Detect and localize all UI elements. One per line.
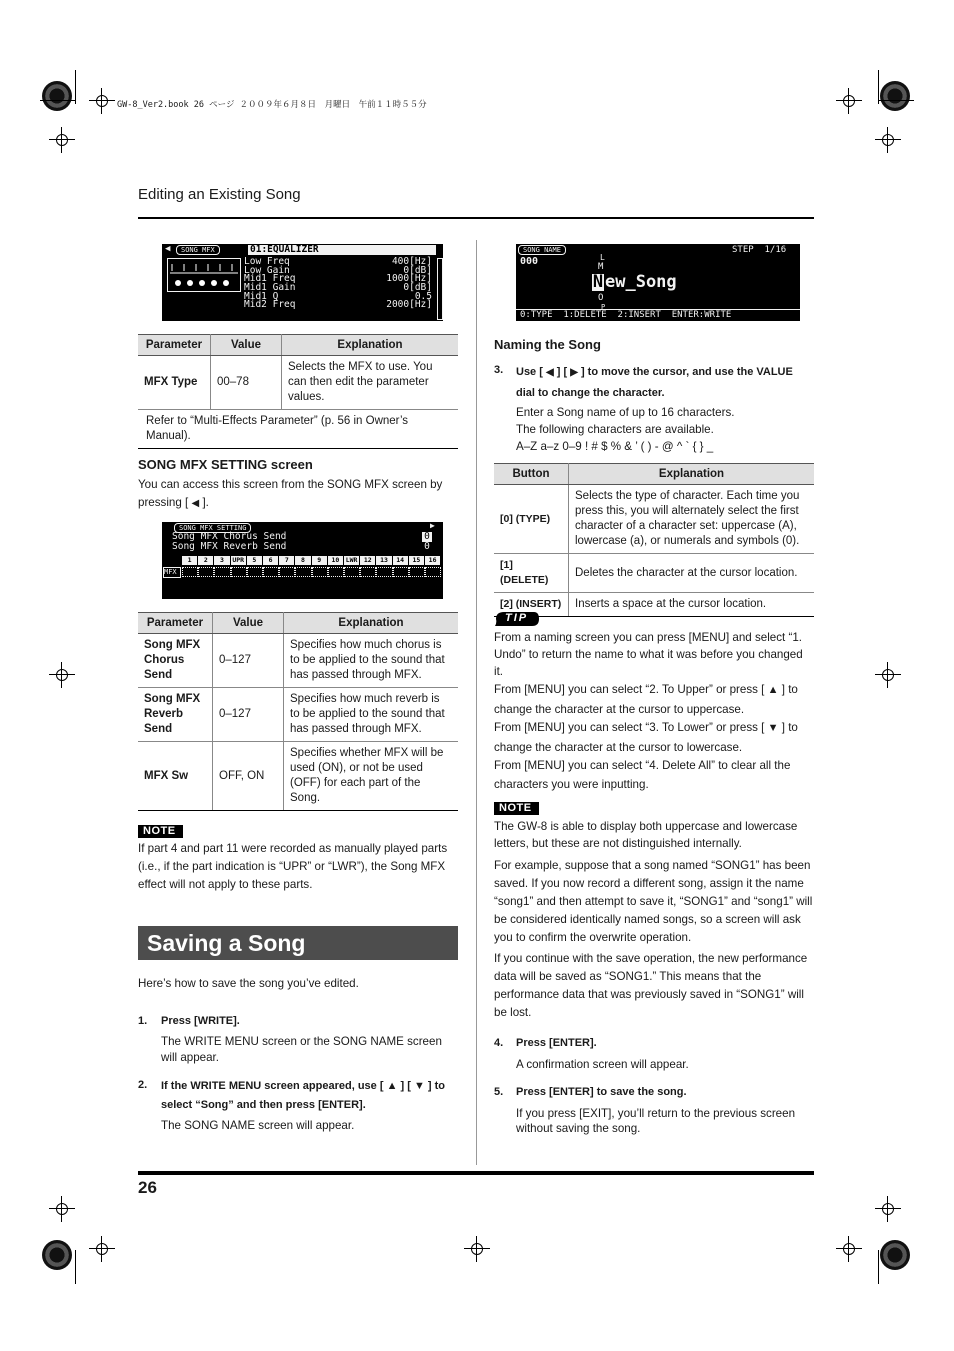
step-text: Press [WRITE].	[161, 1015, 240, 1027]
param-name: MFX Type	[138, 356, 211, 410]
page-number: 26	[138, 1178, 157, 1197]
tip-text-part: From [MENU] you can select “3. To Lower” or press [	[494, 721, 765, 734]
note-badge: NOTE	[138, 825, 183, 838]
step-desc: Enter a Song name of up to 16 characters.	[516, 406, 735, 419]
lcd-param-value: 0[dB]	[403, 282, 432, 294]
lcd-tab: SONG NAME	[518, 245, 566, 255]
note-badge: NOTE	[494, 802, 539, 815]
registration-mark	[880, 81, 910, 111]
lcd-part-cell	[182, 567, 198, 577]
crop-line	[878, 100, 914, 101]
lcd-param-list	[244, 258, 434, 310]
crosshair-mark	[89, 1236, 115, 1262]
param-value: 0–127	[213, 688, 284, 742]
crosshair-mark	[89, 88, 115, 114]
step-text-part: If the WRITE MENU screen appeared, use [	[161, 1080, 384, 1092]
lcd-part-cell	[344, 567, 360, 577]
tip-text	[494, 680, 814, 719]
crosshair-mark	[875, 662, 901, 688]
col-header: Parameter	[138, 613, 213, 634]
step-text-part: Use [	[516, 366, 543, 378]
step-number: 2.	[138, 1079, 148, 1091]
lcd-param-value: 1000[Hz]	[386, 273, 432, 285]
param-value: 0–127	[213, 634, 284, 688]
lcd-footer: 0:TYPE 1:DELETE 2:INSERT ENTER:WRITE	[516, 309, 800, 321]
registration-mark	[880, 1240, 910, 1270]
note-text: The GW-8 is able to display both uppercase and lowercase letters, but these are not distinguished internally.	[494, 820, 798, 850]
col-header: Parameter	[138, 335, 211, 356]
naming-heading: Naming the Song	[494, 337, 601, 352]
step-text	[161, 1077, 451, 1115]
crop-line	[878, 1250, 879, 1284]
lcd-char-below: O	[598, 293, 604, 303]
table-row	[138, 410, 458, 449]
col-header: Value	[211, 335, 282, 356]
lcd-scrollbar	[437, 258, 443, 320]
step-text: Press [ENTER].	[516, 1037, 597, 1049]
crop-line	[75, 1250, 76, 1284]
lcd-bank: 000	[520, 256, 539, 267]
col-header: Explanation	[284, 613, 459, 634]
lcd-song-name	[516, 244, 800, 321]
button-explanation: Selects the type of character. Each time you press this, you will alternately select the first character of a character set: uppercase (A), lowercase (a), or numerals and symbols (0).	[569, 485, 815, 554]
param-explanation: Selects the MFX to use. You can then edit the parameter values.	[282, 356, 459, 410]
lcd-part-cell	[425, 567, 441, 577]
tip-badge	[494, 611, 540, 627]
footer-rule	[138, 1171, 814, 1175]
column-divider	[476, 240, 477, 1165]
step-number: 5.	[494, 1086, 504, 1098]
table-row	[138, 688, 458, 742]
button-explanation: Deletes the character at the cursor location.	[569, 554, 815, 593]
lcd-left-arrow-icon: ◀	[165, 244, 171, 254]
table-note: Refer to “Multi-Effects Parameter” (p. 56 in Owner’s Manual).	[138, 410, 458, 449]
step-desc: The SONG NAME screen will appear.	[161, 1119, 355, 1132]
lcd-param-row	[244, 301, 434, 310]
lcd-param-row	[172, 542, 434, 552]
lcd-part-number: 15	[409, 556, 424, 565]
step-desc: The following characters are available.	[516, 423, 714, 436]
lcd-part-cell	[295, 567, 311, 577]
lcd-tab: SONG MFX	[176, 245, 220, 255]
step-desc: A confirmation screen will appear.	[516, 1058, 689, 1071]
section-heading: SONG MFX SETTING screen	[138, 457, 313, 472]
lcd-title: 01:EQUALIZER	[248, 245, 436, 255]
lcd-param-name: Mid1 Q	[244, 290, 279, 302]
step-number: 1.	[138, 1015, 148, 1027]
lcd-part-number: 12	[360, 556, 375, 565]
crosshair-mark	[49, 662, 75, 688]
lcd-part-strip	[162, 556, 443, 580]
lcd-part-number: 9	[312, 556, 327, 565]
param-name: Song MFX Reverb Send	[138, 688, 213, 742]
lcd-part-number: 6	[263, 556, 278, 565]
lcd-param-value: 0	[422, 532, 432, 542]
lcd-char-below: P	[601, 303, 606, 311]
table-row	[494, 593, 814, 617]
tip-text: From a naming screen you can press [MENU] and select “1. Undo” to return the name to what it was before you changed it.	[494, 631, 803, 678]
lcd-part-number: LWR	[345, 556, 358, 564]
lcd-part-cell	[360, 567, 376, 577]
crop-line	[878, 70, 879, 104]
registration-mark	[42, 1240, 72, 1270]
button-name: [2] (INSERT)	[494, 593, 569, 617]
body-text-part: You can access this screen from the SONG MFX screen by pressing [	[138, 478, 443, 509]
section-title: Saving a Song	[147, 930, 306, 956]
step-desc: If you press [EXIT], you’ll return to the previous screen without saving the song.	[516, 1107, 796, 1135]
lcd-part-cell	[263, 567, 279, 577]
tip-text-part: ] to change the character at the cursor to lowercase.	[494, 721, 798, 754]
table-row	[494, 554, 814, 593]
lcd-name-cursor: N	[592, 272, 604, 292]
step-text-part: ] [	[400, 1080, 411, 1092]
eq-graphic	[167, 258, 241, 292]
button-name: [0] (TYPE)	[494, 485, 569, 554]
lcd-song-mfx	[162, 244, 443, 321]
lcd-right-arrow-icon: ▶	[430, 522, 435, 530]
lcd-part-cell	[409, 567, 425, 577]
lcd-part-number: 1	[182, 556, 197, 565]
eq-curve-icon	[168, 259, 240, 291]
lcd-param-list	[172, 532, 434, 552]
body-text	[138, 476, 458, 513]
tip-text-part: ] to change the character at the cursor to uppercase.	[494, 683, 798, 716]
left-cursor-icon: ◀	[191, 498, 200, 509]
tip-text	[494, 718, 814, 757]
table-row	[494, 485, 814, 554]
lcd-row-label: MFX	[163, 567, 181, 578]
param-name: MFX Sw	[138, 742, 213, 811]
table-row	[138, 742, 458, 811]
step-desc: The WRITE MENU screen or the SONG NAME screen will appear.	[161, 1035, 442, 1064]
lcd-param-value: 400[Hz]	[391, 256, 432, 267]
lcd-part-number: 16	[425, 556, 440, 565]
crosshair-mark	[836, 88, 862, 114]
registration-mark	[42, 81, 72, 111]
left-cursor-icon: ◀	[545, 367, 554, 378]
table-row	[138, 634, 458, 688]
lcd-char-above: L	[600, 253, 605, 262]
lcd-param-name: Mid2 Freq	[244, 299, 296, 311]
lcd-part-cell	[328, 567, 344, 577]
up-cursor-icon: ▲	[386, 1080, 398, 1092]
button-explanation: Inserts a space at the cursor location.	[569, 593, 815, 617]
lcd-param-value: 2000[Hz]	[386, 299, 432, 311]
col-header: Value	[213, 613, 284, 634]
lcd-part-cell	[214, 567, 230, 577]
crop-line	[75, 70, 76, 104]
crosshair-mark	[49, 1196, 75, 1222]
crosshair-mark	[875, 127, 901, 153]
param-explanation: Specifies whether MFX will be used (ON), or not be used (OFF) for each part of the Song.	[284, 742, 459, 811]
lcd-param-value: 0	[424, 541, 430, 552]
lcd-char-above: M	[598, 262, 604, 272]
tip-text-part: From [MENU] you can select “2. To Upper” or press [	[494, 683, 765, 696]
crosshair-mark	[49, 127, 75, 153]
lcd-step: STEP 1/16	[732, 245, 787, 255]
step-text: Press [ENTER] to save the song.	[516, 1086, 687, 1098]
step-text-part: ] to select “Song” and then press [ENTER].	[161, 1080, 446, 1111]
step-desc: A–Z a–z 0–9 ! # $ % & ’ ( ) - @ ^ ` { } _	[516, 440, 714, 453]
note-text: If you continue with the save operation, the new performance data will be saved as “SONG1.” This means that the performance data that was previously saved in “SONG1” will be lost.	[494, 952, 808, 1019]
lcd-param-name: Mid1 Gain	[244, 282, 296, 294]
note-text: If part 4 and part 11 were recorded as manually played parts (i.e., if the part indication is “UPR” or “LWR”), the Song MFX effect will not apply to these parts.	[138, 842, 448, 891]
lcd-name: ew_Song	[605, 272, 677, 292]
up-cursor-icon: ▲	[767, 684, 779, 696]
table-row	[138, 356, 458, 410]
table-mfx	[138, 334, 458, 449]
lcd-param-value: 0.5	[414, 290, 432, 302]
lcd-part-cell	[279, 567, 295, 577]
lcd-param-value: 0[dB]	[403, 264, 432, 276]
lcd-song-mfx-setting	[162, 522, 443, 599]
lcd-param-name: Song MFX Reverb Send	[172, 541, 287, 552]
lcd-part-number: 3	[214, 556, 229, 565]
param-name: Song MFX Chorus Send	[138, 634, 213, 688]
lcd-param-name: Mid1 Freq	[244, 273, 296, 285]
step-number: 4.	[494, 1037, 504, 1049]
col-header: Button	[494, 464, 569, 485]
table-buttons	[494, 463, 814, 617]
crosshair-mark	[875, 1196, 901, 1222]
param-explanation: Specifies how much chorus is to be applied to the sound that has passed through MFX.	[284, 634, 459, 688]
lcd-part-cell	[198, 567, 214, 577]
tip-label: TIP	[505, 612, 529, 624]
lcd-part-number: 10	[328, 556, 343, 565]
lcd-param-name: Low Gain	[244, 264, 290, 276]
lcd-tab: SONG MFX SETTING	[174, 523, 251, 533]
lcd-param-name: Low Freq	[244, 256, 290, 267]
crosshair-mark	[464, 1236, 490, 1262]
lcd-part-number: UPR	[232, 556, 245, 564]
tip-text: From [MENU] you can select “4. Delete All” to clear all the characters you were inputting.	[494, 759, 791, 791]
step-text-part: ] [	[556, 366, 568, 378]
lcd-part-cell	[312, 567, 328, 577]
note-text: For example, suppose that a song named “SONG1” has been saved. If you now record a different song, assign it the name “song1” and then attempt to save it, “SONG1” and “song1” will be considered identically named songs, so a screen will ask you to confirm the overwrite operation.	[494, 859, 813, 944]
lcd-part-number: 8	[295, 556, 310, 565]
down-cursor-icon: ▼	[413, 1080, 425, 1092]
header-rule	[138, 217, 814, 219]
lcd-part-number: 14	[393, 556, 408, 565]
step-text-part: ] to move the cursor, and use the VALUE dial to change the character.	[516, 366, 793, 399]
step-number: 3.	[494, 364, 504, 376]
print-header: GW-8_Ver2.book 26 ページ ２００９年６月８日 月曜日 午前１１時５５分	[117, 100, 427, 110]
lcd-param-name: Song MFX Chorus Send	[172, 531, 287, 542]
button-name: [1] (DELETE)	[494, 554, 569, 593]
lcd-part-number: 7	[279, 556, 294, 565]
param-value: 00–78	[211, 356, 282, 410]
lcd-part-cell	[376, 567, 392, 577]
param-value: OFF, ON	[213, 742, 284, 811]
step-text	[516, 362, 814, 403]
table-mfx-setting	[138, 612, 458, 811]
lcd-part-cell	[247, 567, 263, 577]
crosshair-mark	[836, 1236, 862, 1262]
col-header: Explanation	[282, 335, 459, 356]
lcd-part-number: 13	[376, 556, 391, 565]
intro-text: Here’s how to save the song you’ve edited.	[138, 977, 359, 990]
lcd-part-cell	[393, 567, 409, 577]
body-text-part: ].	[202, 496, 209, 509]
crop-line	[40, 100, 76, 101]
down-cursor-icon: ▼	[767, 722, 779, 734]
col-header: Explanation	[569, 464, 815, 485]
running-head: Editing an Existing Song	[138, 186, 301, 203]
lcd-part-cell	[231, 567, 247, 577]
lcd-part-number: 2	[198, 556, 213, 565]
lcd-part-number: 5	[247, 556, 262, 565]
param-explanation: Specifies how much reverb is to be applied to the sound that has passed through MFX.	[284, 688, 459, 742]
right-cursor-icon: ▶	[570, 367, 578, 378]
